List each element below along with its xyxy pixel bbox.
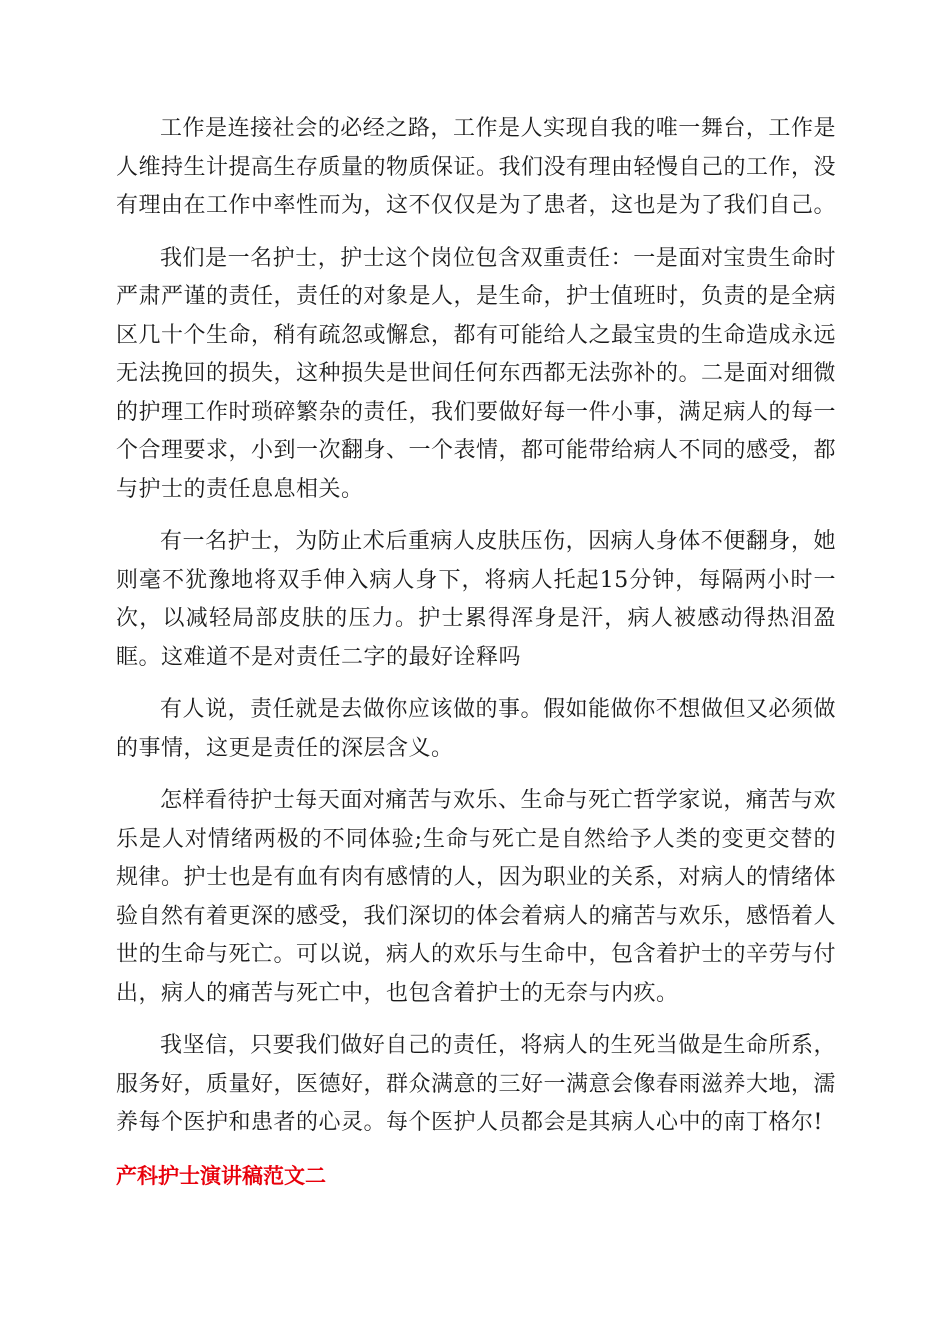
document-body bbox=[116, 110, 836, 1195]
paragraph-conviction: 我坚信，只要我们做好自己的责任，将病人的生死当做是生命所系，服务好，质量好，医德好，群众满意的三好一满意会像春雨滋养大地，濡养每个医护和患者的心灵。每个医护人员都会是其病人心中的南丁格尔! bbox=[116, 1033, 837, 1135]
paragraph-dual-responsibility: 我们是一名护士，护士这个岗位包含双重责任：一是面对宝贵生命时严肃严谨的责任，责任的对象是人，是生命，护士值班时，负责的是全病区几十个生命，稍有疏忽或懈怠，都有可能给人之最宝贵的生命造成永远无法挽回的损失，这种损失是世间任何东西都无法弥补的。二是面对细微的护理工作时琐碎繁杂的责任，我们要做好每一件小事，满足病人的每一个合理要求，小到一次翻身、一个表情，都可能带给病人不同的感受，都与护士的责任息息相关。 bbox=[116, 245, 837, 502]
paragraph-joy-and-pain: 怎样看待护士每天面对痛苦与欢乐、生命与死亡哲学家说，痛苦与欢乐是人对情绪两极的不同体验;生命与死亡是自然给予人类的变更交替的规律。护士也是有血有肉有感情的人，因为职业的关系，对病人的情绪体验自然有着更深的感受，我们深切的体会着病人的痛苦与欢乐，感悟着人世的生命与死亡。可以说，病人的欢乐与生命中，包含着护士的辛劳与付出，病人的痛苦与死亡中，也包含着护士的无奈与内疚。 bbox=[116, 788, 837, 1006]
paragraph-nurse-example: 有一名护士，为防止术后重病人皮肤压伤，因病人身体不便翻身，她则毫不犹豫地将双手伸入病人身下，将病人托起15分钟，每隔两小时一次，以减轻局部皮肤的压力。护士累得浑身是汗，病人被感动得热泪盈眶。这难道不是对责任二字的最好诠释吗 bbox=[116, 529, 836, 670]
paragraph-work: 工作是连接社会的必经之路，工作是人实现自我的唯一舞台，工作是人维持生计提高生存质量的物质保证。我们没有理由轻慢自己的工作，没有理由在工作中率性而为，这不仅仅是为了患者，这也是为了我们自己。 bbox=[116, 116, 837, 218]
section-heading: 产科护士演讲稿范文二 bbox=[116, 1163, 326, 1188]
paragraph-responsibility-meaning: 有人说，责任就是去做你应该做的事。假如能做你不想做但又必须做的事情，这更是责任的深层含义。 bbox=[116, 697, 836, 761]
